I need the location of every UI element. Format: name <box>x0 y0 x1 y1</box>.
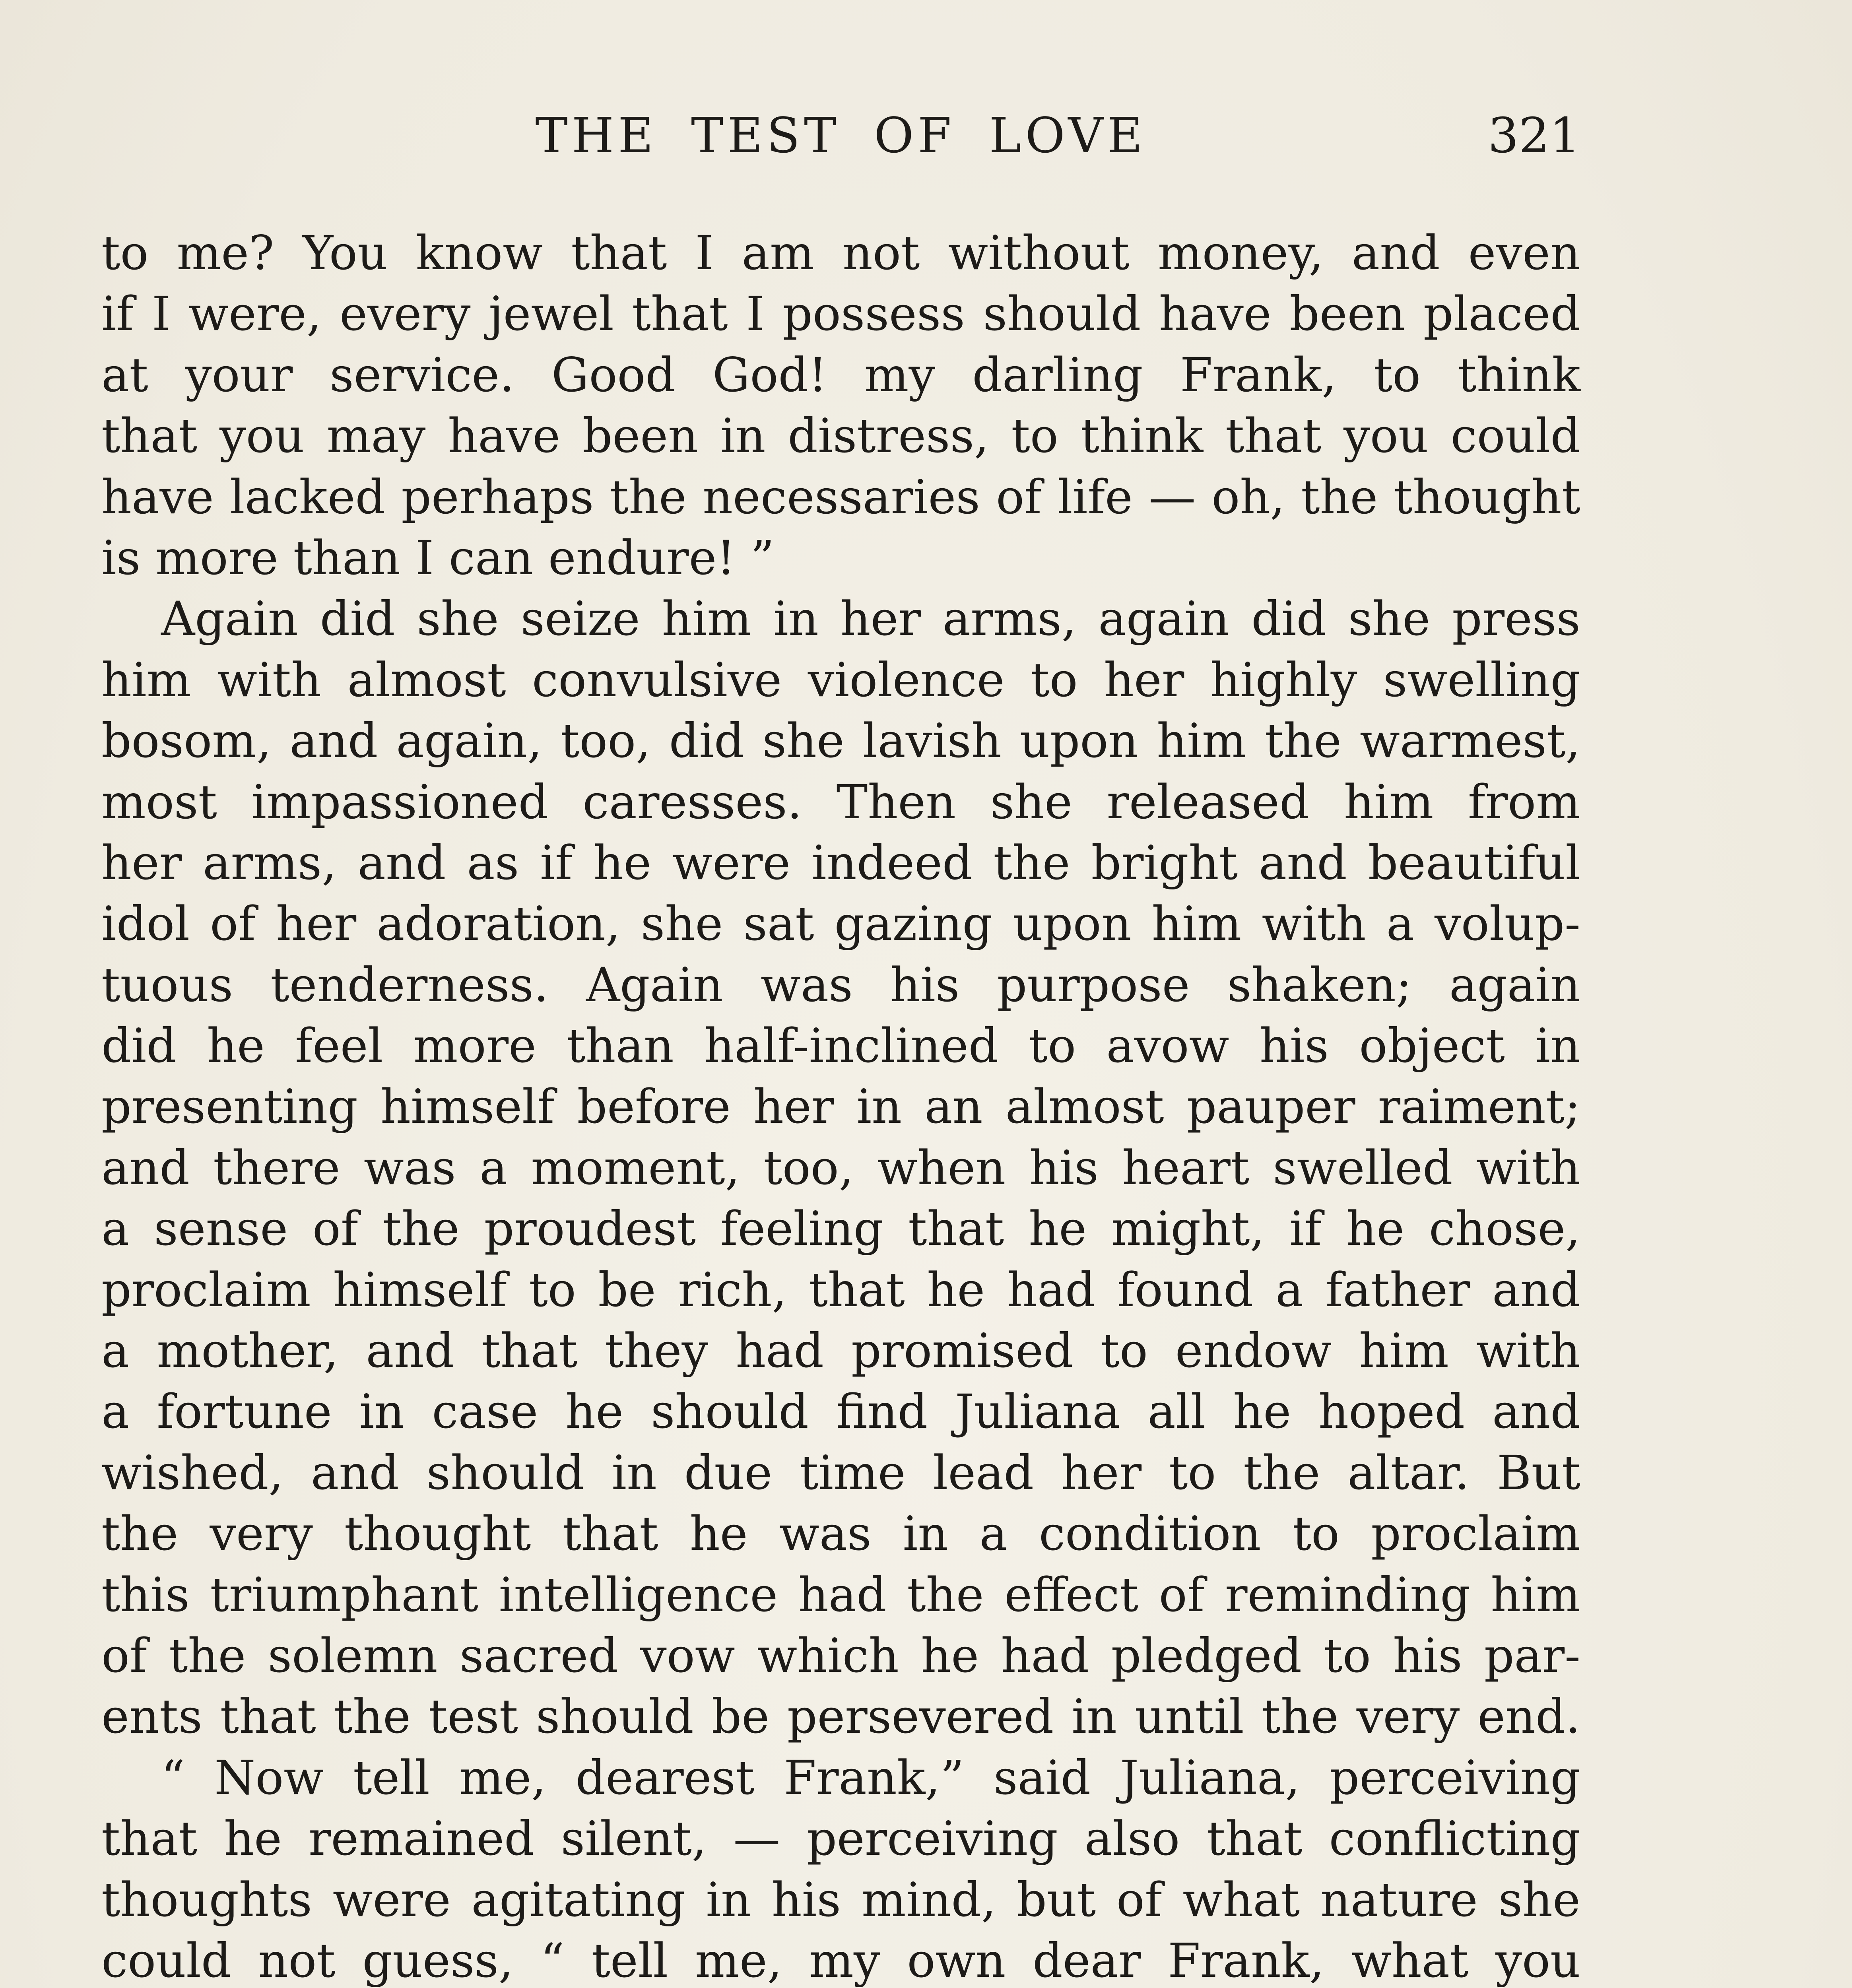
text-line: “ Now tell me, dearest Frank,” said Juliana, perceiving <box>161 1750 1580 1805</box>
text-line: that he remained silent, — perceiving also that conflicting <box>101 1811 1580 1866</box>
text-line: the very thought that he was in a condition to proclaim <box>101 1506 1580 1561</box>
body-text <box>101 223 1580 1988</box>
text-line: to me? You know that I am not without money, and even <box>101 225 1580 280</box>
text-line: a sense of the proudest feeling that he might, if he chose, <box>101 1201 1580 1256</box>
text-line: him with almost convulsive violence to her highly swelling <box>101 652 1580 707</box>
text-line: bosom, and again, too, did she lavish upon him the warmest, <box>101 713 1580 769</box>
text-line: Again did she seize him in her arms, again did she press <box>161 591 1580 646</box>
text-line: a mother, and that they had promised to endow him with <box>101 1323 1580 1378</box>
text-line: her arms, and as if he were indeed the bright and beautiful <box>101 835 1580 890</box>
text-line: presenting himself before her in an almost pauper raiment; <box>101 1079 1580 1134</box>
text-line: that you may have been in distress, to think that you could <box>101 408 1580 464</box>
running-title: THE TEST OF LOVE <box>535 107 1147 164</box>
text-line: did he feel more than half-inclined to avow his object in <box>101 1018 1580 1074</box>
text-line: a fortune in case he should find Juliana all he hoped and <box>101 1384 1580 1439</box>
text-line: most impassioned caresses. Then she released him from <box>101 774 1580 829</box>
running-head <box>101 107 1580 187</box>
text-line: wished, and should in due time lead her to the altar. But <box>101 1445 1580 1500</box>
text-line: at your service. Good God! my darling Frank, to think <box>101 347 1580 402</box>
text-line: if I were, every jewel that I possess should have been placed <box>101 286 1580 342</box>
text-line: ents that the test should be persevered in until the very end. <box>101 1689 1580 1744</box>
text-line: have lacked perhaps the necessaries of life — oh, the thought <box>101 469 1580 524</box>
page-number: 321 <box>1488 107 1580 164</box>
text-line: and there was a moment, too, when his heart swelled with <box>101 1140 1580 1195</box>
text-line: could not guess, “ tell me, my own dear Frank, what you <box>101 1933 1580 1988</box>
text-line: idol of her adoration, she sat gazing upon him with a volup- <box>101 896 1580 951</box>
text-line: of the solemn sacred vow which he had pledged to his par- <box>101 1628 1580 1683</box>
text-line: proclaim himself to be rich, that he had found a father and <box>101 1262 1580 1317</box>
text-line: this triumphant intelligence had the effect of reminding him <box>101 1567 1580 1622</box>
text-line: thoughts were agitating in his mind, but of what nature she <box>101 1872 1580 1927</box>
text-line: tuous tenderness. Again was his purpose shaken; again <box>101 957 1580 1012</box>
text-line: is more than I can endure! ” <box>101 530 775 585</box>
